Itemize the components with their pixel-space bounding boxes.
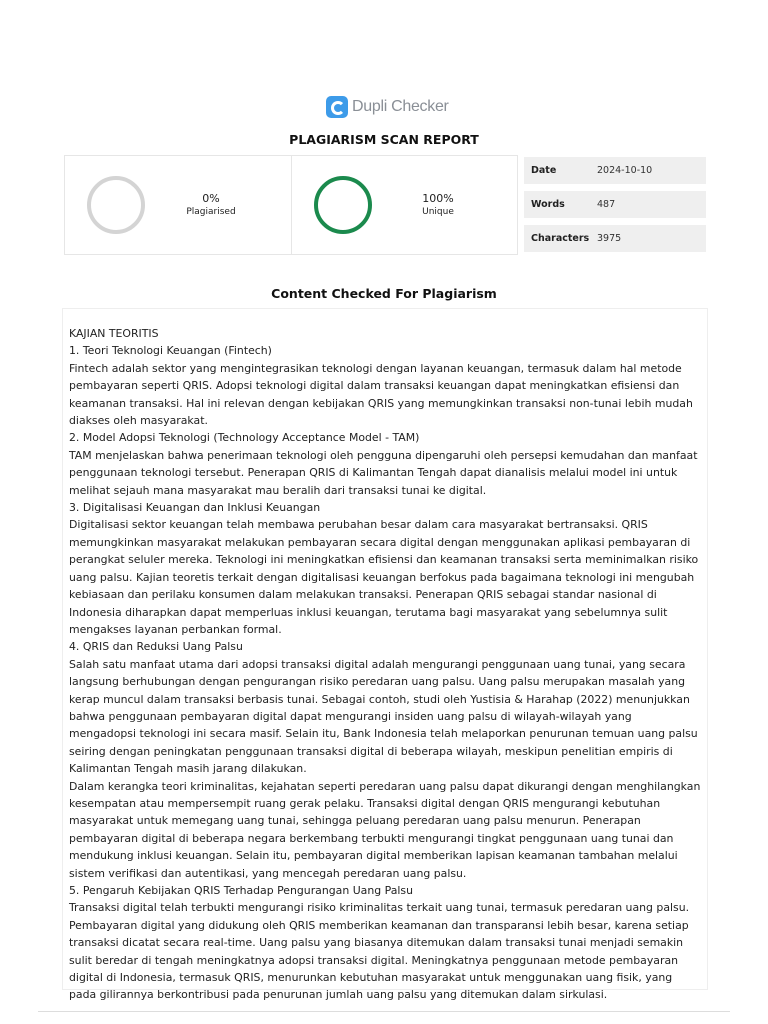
unique-value: 100% — [422, 192, 454, 205]
dupli-checker-logo-icon — [326, 96, 348, 118]
meta-value: 3975 — [597, 233, 622, 244]
content-paragraph: 5. Pengaruh Kebijakan QRIS Terhadap Pengurangan Uang Palsu — [69, 884, 413, 897]
meta-row-words — [524, 191, 706, 218]
plagiarised-value: 0% — [202, 192, 220, 205]
report-meta — [524, 157, 706, 259]
unique-ring-icon — [314, 176, 372, 234]
content-paragraph: 1. Teori Teknologi Keuangan (Fintech) — [69, 344, 272, 358]
content-paragraph: KAJIAN TEORITIS — [69, 327, 159, 340]
meta-row-characters — [524, 225, 706, 252]
meta-key: Date — [531, 165, 557, 176]
content-paragraph: TAM menjelaskan bahwa penerimaan teknologi oleh pengguna dipengaruhi oleh persepsi kemudahan dan manfaat penggunaan teknologi tersebut. Penerapan QRIS di Kalimantan Tengah dapat dianalisis melalui model ini untuk melihat sejauh mana masyarakat mau beralih dari transaksi tunai ke digital. — [69, 448, 698, 497]
plagiarised-label: Plagiarised — [186, 207, 236, 217]
content-paragraph: 2. Model Adopsi Teknologi (Technology Acceptance Model - TAM) — [69, 431, 420, 445]
content-paragraph: Digitalisasi sektor keuangan telah membawa perubahan besar dalam cara masyarakat bertransaksi. QRIS memungkinkan masyarakat melakukan pembayaran secara digital dengan menggunakan aplikasi pembayaran di perangkat seluler mereka. Teknologi ini meningkatkan efisiensi dan keamanan transaksi serta meminimalkan risiko uang palsu. Kajian teoretis terkait dengan digitalisasi keuangan berfokus pada bagaimana teknologi ini mengubah kebiasaan dan perilaku konsumen dalam melakukan transaksi. Penerapan QRIS sebagai standar nasional di Indonesia diharapkan dapat memperluas inklusi keuangan, terutama bagi masyarakat yang sebelumnya sulit mengakses layanan perbankan formal. — [69, 518, 699, 636]
content-section-title: Content Checked For Plagiarism — [271, 286, 497, 301]
page-divider — [38, 1011, 730, 1012]
unique-label: Unique — [422, 207, 454, 217]
meta-value: 487 — [597, 199, 616, 210]
scan-summary — [64, 155, 518, 255]
dupli-checker-logo — [326, 96, 449, 118]
content-paragraph: Dalam kerangka teori kriminalitas, kejahatan seperti peredaran uang palsu dapat dikurangi dengan menghilangkan kesempatan atau mempersempit ruang gerak pelaku. Transaksi digital dengan QRIS mengurangi kebutuhan masyarakat untuk memegang uang tunai, sehingga peluang peredaran uang palsu menurun. Penerapan pembayaran digital di beberapa negara berkembang terbukti mengurangi tingkat penggunaan uang tunai dan mendukung inklusi keuangan. Selain itu, pembayaran digital memberikan lapisan keamanan tambahan melalui sistem verifikasi dan autentikasi, yang mencegah peredaran uang palsu. — [69, 779, 701, 880]
content-paragraph: 4. QRIS dan Reduksi Uang Palsu — [69, 640, 243, 654]
unique-cell — [291, 156, 517, 254]
content-paragraph: Fintech adalah sektor yang mengintegrasikan teknologi dengan layanan keuangan, termasuk dalam hal metode pembayaran seperti QRIS. Adopsi teknologi digital dalam transaksi keuangan dapat meningkatkan efisiensi dan keamanan transaksi. Hal ini relevan dengan kebijakan QRIS yang memungkinkan transaksi non-tunai lebih mudah diakses oleh masyarakat. — [69, 361, 693, 428]
checked-content — [62, 308, 708, 1002]
meta-key: Words — [531, 199, 565, 210]
content-paragraph: 3. Digitalisasi Keuangan dan Inklusi Keuangan — [69, 501, 321, 515]
plagiarised-cell — [65, 156, 291, 254]
content-paragraph: Salah satu manfaat utama dari adopsi transaksi digital adalah mengurangi penggunaan uang tunai, yang secara langsung berhubungan dengan pengurangan risiko peredaran uang palsu. Uang palsu merupakan masalah yang kerap muncul dalam transaksi berbasis tunai. Sebagai contoh, studi oleh Yustisia & Harahap (2022) menunjukkan bahwa penggunaan pembayaran digital dapat mengurangi insiden uang palsu di wilayah-wilayah yang mengadopsi teknologi ini secara masif. Selain itu, Bank Indonesia telah melaporkan penurunan temuan uang palsu seiring dengan peningkatan penggunaan transaksi digital di beberapa wilayah, meskipun penelitian empiris di Kalimantan Tengah masih jarang dilakukan. — [69, 657, 698, 776]
meta-key: Characters — [531, 233, 590, 244]
report-title: PLAGIARISM SCAN REPORT — [289, 132, 479, 147]
plagiarised-ring-icon — [87, 176, 145, 234]
logo-text: Dupli Checker — [352, 98, 449, 115]
meta-row-date — [524, 157, 706, 184]
content-paragraph: Transaksi digital telah terbukti mengurangi risiko kriminalitas terkait uang tunai, termasuk peredaran uang palsu. Pembayaran digital yang didukung oleh QRIS memberikan keamanan dan transparansi lebih besar, karena setiap transaksi dicatat secara real-time. Uang palsu yang biasanya ditemukan dalam transaksi tunai menjadi semakin sulit beredar di tengah meningkatnya adopsi transaksi digital. Meningkatnya penggunaan metode pembayaran digital di Indonesia, termasuk QRIS, menurunkan kebutuhan masyarakat untuk menggunakan uang fisik, yang pada gilirannya berkontribusi pada penurunan jumlah uang palsu yang ditemukan dalam sirkulasi. — [69, 901, 690, 1002]
meta-value: 2024-10-10 — [597, 165, 653, 176]
